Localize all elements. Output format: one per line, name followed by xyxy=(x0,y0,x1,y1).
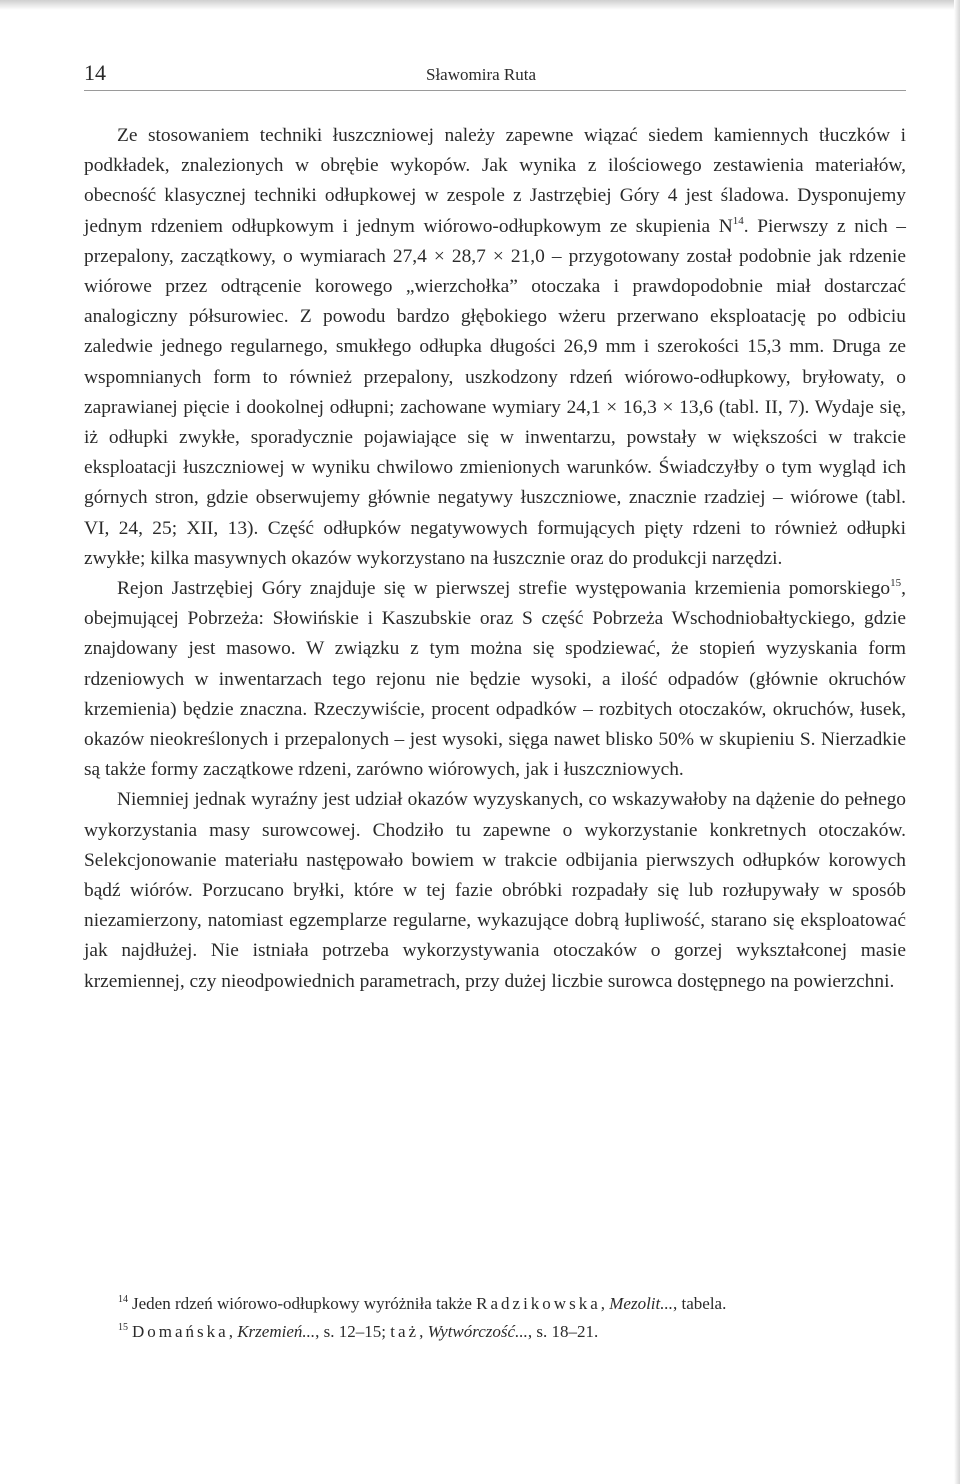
running-head xyxy=(84,58,906,91)
text-run: , xyxy=(419,1322,428,1341)
footnotes xyxy=(118,1290,908,1346)
author-name: Domańska xyxy=(132,1322,229,1341)
text-run: , s. 12–15; xyxy=(315,1322,391,1341)
author-name: taż xyxy=(390,1322,420,1341)
text-run: , xyxy=(600,1294,610,1313)
work-title: Mezolit... xyxy=(609,1294,673,1313)
paragraph xyxy=(84,574,906,785)
text-run: , s. 18–21. xyxy=(527,1322,599,1341)
page-number: 14 xyxy=(84,60,106,85)
text-run: , xyxy=(228,1322,238,1341)
text-run: Ze stosowaniem techniki łuszczniowej należy zapewne wiązać siedem kamiennych tłuczków i podkładek, znalezionych w obrębie wykopów. Jak wynika z ilościowego zestawienia materiałów, obecność klasycznej techniki odłupkowej w zespole z Jastrzębiej Góry 4 jest śladowa. Dysponujemy jednym rdzeniem odłupkowym i jednym wiórowo-odłupkowym ze skupienia N xyxy=(84,125,906,237)
document-page xyxy=(84,58,906,997)
paragraph xyxy=(84,785,906,996)
footnote-number: 14 xyxy=(118,1294,128,1305)
scan-right-edge xyxy=(954,0,960,1484)
scan-top-edge xyxy=(0,0,960,10)
footnote-ref: 15 xyxy=(890,577,902,590)
paragraph xyxy=(84,121,906,574)
text-run: , tabela. xyxy=(673,1294,727,1313)
work-title: Krzemień... xyxy=(237,1322,316,1341)
text-run: , obejmującej Pobrzeża: Słowińskie i Kaszubskie oraz S część Pobrzeża Wschodniobałtyckiego, gdzie znajdowany jest masowo. W związku z tym można się spodziewać, że stopień wyzyskania form rdzeniowych w inwentarzach tego rejonu nie będzie wysoki, a ilość odpadów (głównie okruchów krzemienia) będzie znaczna. Rzeczywiście, procent odpadków – rozbitych otoczaków, okruchów, łusek, okazów nieokreślonych i przepalonych – jest wysoki, sięga nawet blisko 50% w skupieniu S. Nierzadkie są także formy zaczątkowe rdzeni, zarówno wiórowych, jak i łuszczniowych. xyxy=(84,578,906,781)
body-text xyxy=(84,121,906,997)
footnote xyxy=(118,1290,908,1318)
text-run: Rejon Jastrzębiej Góry znajduje się w pierwszej strefie występowania krzemienia pomorskiego xyxy=(117,578,891,600)
running-title: Sławomira Ruta xyxy=(426,65,537,84)
text-run: Jeden rdzeń wiórowo-odłupkowy wyróżniła także xyxy=(132,1294,477,1313)
author-name: Radzikowska xyxy=(476,1294,601,1313)
footnote xyxy=(118,1318,908,1346)
work-title: Wytwórczość... xyxy=(427,1322,528,1341)
text-run: . Pierwszy z nich – przepalony, zaczątkowy, o wymiarach 27,4 × 28,7 × 21,0 – przygotowany został podobnie jak rdzenie wiórowe przez odtrącenie korowego „wierzchołka” otoczaka i prawdopodobnie miał dostarczać analogiczny półsurowiec. Z powodu bardzo głębokiego wżeru przerwano eksploatację po odbiciu zaledwie jednego regularnego, smukłego odłupka długości 26,9 mm i szerokości 15,3 mm. Druga ze wspomnianych form to również przepalony, uszkodzony rdzeń wiórowo-odłupkowy, bryłowaty, o zaprawianej pięcie i dookolnej odłupni; zachowane wymiary 24,1 × 16,3 × 13,6 (tabl. II, 7). Wydaje się, iż odłupki zwykłe, sporadycznie pojawiające się w inwentarzu, powstały w większości w trakcie eksploatacji łuszczniowej w wyniku chwilowo zmienionych warunków. Świadczyłby o tym wygląd ich górnych stron, gdzie obserwujemy głównie negatywy łuszczniowe, znacznie rzadziej – wiórowe (tabl. VI, 24, 25; XII, 13). Część odłupków negatywowych formujących pięty rdzeni to również odłupki zwykłe; kilka masywnych okazów wykorzystano na łuszcznie oraz do produkcji narzędzi. xyxy=(84,215,906,569)
footnote-number: 15 xyxy=(118,1322,128,1333)
footnote-ref: 14 xyxy=(732,214,744,227)
text-run: Niemniej jednak wyraźny jest udział okazów wyzyskanych, co wskazywałoby na dążenie do pełnego wykorzystania masy surowcowej. Chodziło tu zapewne o wykorzystanie konkretnych otoczaków. Selekcjonowanie materiału następowało bowiem w trakcie odbijania pierwszych odłupków korowych bądź wiórów. Porzucano bryłki, które w tej fazie obróbki rozpadały się lub rozłupywały w sposób niezamierzony, natomiast egzemplarze regularne, wykazujące dobrą łupliwość, starano się eksploatować jak najdłużej. Nie istniała potrzeba wykorzystywania otoczaków o gorzej wykształconej masie krzemiennej, czy nieodpowiednich parametrach, przy dużej liczbie surowca dostępnego na powierzchni. xyxy=(84,789,906,992)
